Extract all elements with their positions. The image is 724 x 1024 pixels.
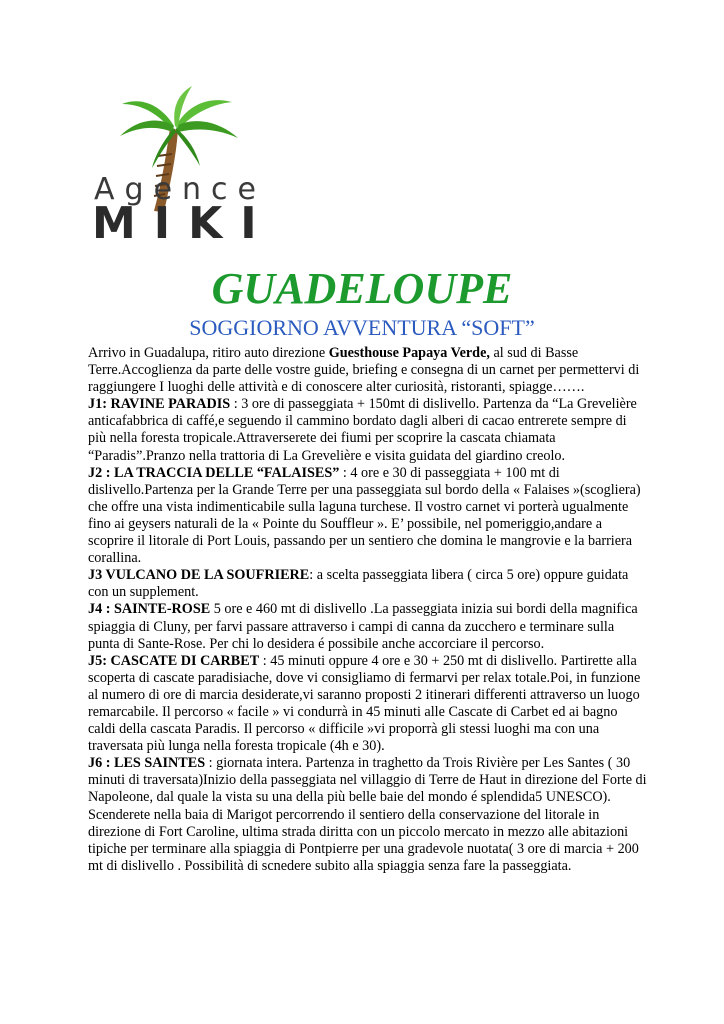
agency-logo (92, 86, 275, 249)
page-title: GUADELOUPE (211, 264, 513, 313)
day-title: J2 : LA TRACCIA DELLE “FALAISES” (88, 464, 340, 481)
day-title: J4 : SAINTE-ROSE (88, 601, 211, 618)
day-text: : a scelta passeggiata libera ( circa 5 ore) oppure guidata con un supplement. (88, 567, 629, 601)
day-paragraph (88, 567, 648, 601)
day-title: J3 VULCANO DE LA SOUFRIERE (88, 567, 310, 584)
logo-text-miki: MIKI (92, 198, 275, 249)
logo-text-agence: Agence (94, 172, 266, 207)
day-text: : 3 ore di passeggiata + 150mt di dislivello. Partenza da “La Grevelière anticafabbrica di caffé,e seguendo il cammino bordato dagli alberi di cacao entrerete sempre di più nella foresta tropicale.Attraverserete dei fiumi per scoprire la cascata chiamata “Paradis”.Pranzo nella trattoria di La Grevelière e visita guidata del giardino creolo. (88, 396, 637, 464)
day-text: : 4 ore e 30 di passeggiata + 100 mt di dislivello.Partenza per la Grande Terre per una passeggiata sul bordo della « Falaises »(scogliera) che offre una vista indimenticabile sulla laguna turchese. Il vostro carnet vi porterà ugualmente fino ai geysers naturali de la « Pointe du Souffleur ». E’ possibile, nel pomeriggio,andare a scoprire il litorale di Port Louis, passando per un sentiero che domina le mangrovie e la barriera corallina. (88, 464, 641, 567)
day-text: : 45 minuti oppure 4 ore e 30 + 250 mt di dislivello. Partirette alla scoperta di cascate paradisiache, dove vi consigliamo di fermarvi per relax totale.Poi, in funzione al numero di ore di marcia desiderate,vi saranno proposti 2 itinerari differenti attraverso un luogo remarcabile. Il percorso « facile » vi condurrà in 45 minuti alle Cascate di Carbet ed ai bagno caldi della cascata Paradis. Il percorso « difficile »vi proporrà gli stessi luoghi ma con una traversata più lunga nella foresta tropicale (4h e 30). (88, 652, 641, 755)
day-paragraph (88, 601, 648, 652)
intro-text-1: Arrivo in Guadalupa, ritiro auto direzione (88, 345, 329, 361)
day-paragraph (88, 653, 648, 756)
page-subtitle: SOGGIORNO AVVENTURA “SOFT” (189, 315, 535, 340)
itinerary-text (88, 345, 648, 875)
day-paragraph (88, 465, 648, 568)
intro-text-2: al sud di Basse Terre.Accoglienza da parte delle vostre guide, briefing e consegna di un carnet per permettervi di raggiungere I luoghi delle attività e di conoscere alter curiosità, ristoranti, spiagge……. (88, 345, 640, 396)
day-paragraph (88, 755, 648, 875)
day-title: J5: CASCATE DI CARBET (88, 652, 260, 669)
day-title: J6 : LES SAINTES (88, 755, 206, 772)
day-text: 5 ore e 460 mt di dislivello .La passeggiata inizia sui bordi della magnifica spiaggia di Cluny, per farvi passare attraverso i campi di canna da zucchero e terminare sulla punta di Sante-Rose. Per chi lo desidera é possibile anche accorciare il percorso. (88, 601, 638, 652)
day-paragraph (88, 396, 648, 464)
day-title: J1: RAVINE PARADIS (88, 396, 231, 413)
intro-paragraph (88, 345, 648, 396)
guesthouse-name: Guesthouse Papaya Verde, (328, 345, 490, 361)
day-text: : giornata intera. Partenza in traghetto da Trois Rivière per Les Santes ( 30 minuti di traversata)Inizio della passeggiata nel villaggio di Terre de Haut in direzione del Forte di Napoleone, dal quale la vista su una della più belle baie del mondo é splendida5 UNESCO). Scenderete nella baia di Marigot percorrendo il sentiero della conservazione del litorale in direzione di Fort Caroline, ultima strada diritta con un piccolo mercato in mezzo alle abitazioni tipiche per terminare alla spiaggia di Pontpierre per una gradevole nuotata( 3 ore di marcia + 200 mt di dislivello . Possibilità di scnedere subito alla spiaggia senza fare la passeggiata. (88, 755, 647, 874)
